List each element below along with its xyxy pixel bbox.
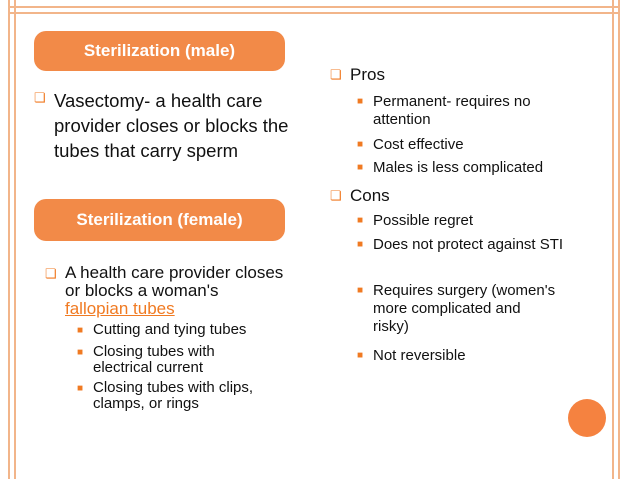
pros-item-text: Males is less complicated [373, 159, 544, 176]
cons-heading [330, 186, 590, 206]
frame-stripe-right-inner [612, 0, 614, 479]
sub-bullet-icon: ■ [357, 285, 364, 296]
frame-band-top-inner [8, 12, 620, 14]
female-bullet [45, 264, 285, 318]
sub-bullet-icon: ■ [77, 347, 84, 358]
cons-item-text: Possible regret [373, 212, 474, 229]
sub-bullet-icon: ■ [357, 239, 364, 250]
female-sub-text: Closing tubes with clips, clamps, or rings [93, 379, 254, 412]
frame-stripe-left-outer [8, 0, 10, 479]
bullet-icon: ❏ [34, 90, 46, 105]
pros-item [357, 136, 587, 154]
cons-item [357, 282, 557, 336]
pros-item [357, 159, 597, 177]
male-header-text: Sterilization (male) [83, 41, 236, 60]
female-sub-item [77, 322, 287, 339]
cons-item [357, 347, 587, 365]
pros-heading [330, 65, 590, 85]
female-bullet-text [65, 264, 285, 318]
pros-item-text: Permanent- requires no attention [373, 93, 531, 128]
vasectomy-text: Vasectomy- a health care provider closes or blocks the tubes that carry sperm [54, 90, 289, 161]
bullet-icon: ❏ [330, 188, 342, 203]
frame-band-top-outer [8, 6, 620, 8]
female-sub-item [77, 344, 267, 376]
female-bullet-prefix: A health care provider closes or blocks a woman's [65, 263, 284, 300]
sub-bullet-icon: ■ [357, 96, 364, 107]
bullet-icon: ❏ [45, 266, 57, 281]
frame-stripe-left-inner [14, 0, 16, 479]
cons-item-text: Requires surgery (women's more complicated and risky) [373, 282, 556, 335]
female-sub-text: Closing tubes with electrical current [93, 343, 215, 376]
sub-bullet-icon: ■ [77, 325, 84, 336]
female-sub-item [77, 380, 277, 412]
cons-item-text: Does not protect against STI [373, 236, 564, 253]
frame-stripe-right-outer [618, 0, 620, 479]
sub-bullet-icon: ■ [357, 162, 364, 173]
fallopian-tubes-link[interactable]: fallopian tubes [65, 299, 175, 318]
female-header-text: Sterilization (female) [76, 210, 243, 229]
cons-label: Cons [350, 186, 390, 205]
male-sterilization-header [34, 31, 285, 71]
pros-label: Pros [350, 65, 385, 84]
sub-bullet-icon: ■ [357, 350, 364, 361]
cons-item [357, 212, 587, 230]
cons-item [357, 236, 577, 254]
sub-bullet-icon: ■ [77, 383, 84, 394]
sub-bullet-icon: ■ [357, 215, 364, 226]
decorative-orange-circle [568, 399, 606, 437]
pros-item [357, 93, 587, 129]
female-sub-text: Cutting and tying tubes [93, 321, 247, 338]
pros-item-text: Cost effective [373, 136, 464, 153]
sub-bullet-icon: ■ [357, 139, 364, 150]
male-bullet [34, 88, 289, 163]
female-sterilization-header [34, 199, 285, 241]
cons-item-text: Not reversible [373, 347, 466, 364]
bullet-icon: ❏ [330, 67, 342, 82]
